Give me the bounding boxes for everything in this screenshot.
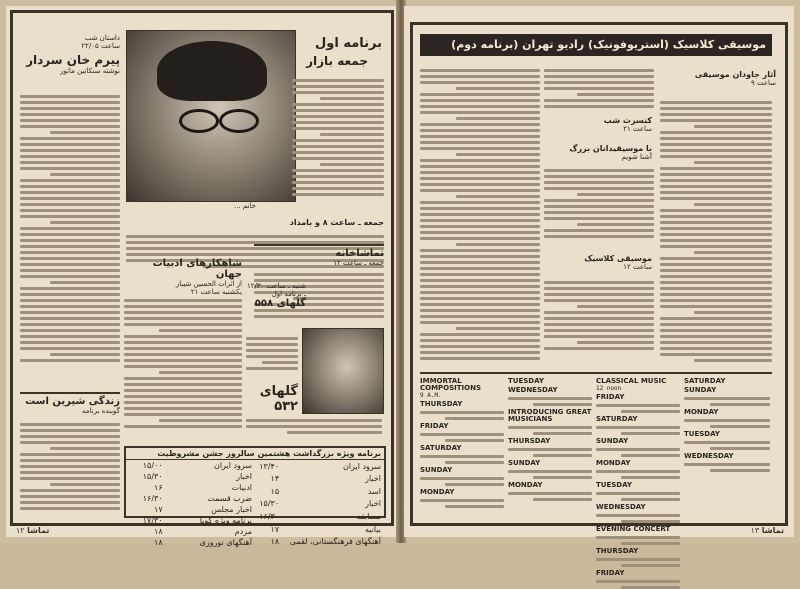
zendegi-sub: گوینده برنامه: [82, 407, 120, 415]
english-day-label: EVENING CONCERT: [596, 525, 671, 533]
english-day-label: SUNDAY: [508, 459, 541, 467]
schedule-time: ۱۷/۳۰: [142, 516, 163, 525]
schedule-row: [255, 498, 384, 511]
schedule-text: آهنگهای نوروزی: [199, 538, 252, 547]
schedule-text: آهنگهای فرهنگستانی، لقمی: [289, 537, 381, 547]
english-day-text: [420, 455, 504, 464]
english-day-label: THURSDAY: [508, 437, 551, 445]
schedule-text: اخبار: [365, 499, 381, 509]
schedule-time: ۱۳/۴۰: [259, 461, 280, 471]
singer-photo: [302, 328, 384, 414]
schedule-time: ۱۵/۳۰: [259, 499, 280, 509]
schedule-text: بیانیه: [364, 524, 381, 534]
english-day-label: THURSDAY: [596, 547, 639, 555]
english-day-text: [596, 580, 680, 589]
english-day-text: [596, 448, 680, 457]
glasses-right: [219, 109, 259, 133]
right-mag-name: تماشا: [761, 526, 784, 535]
section-1-time: ساعت ۹: [750, 79, 776, 87]
page-banner: موسیقی کلاسیک (استریوفونیک) رادیو تهران (برنامه دوم): [420, 34, 772, 56]
zendegi-box: [20, 392, 120, 415]
schedule-time: ۱۶/۳۰: [259, 512, 280, 522]
english-day-text: [684, 397, 770, 406]
golha558-title: گلهای ۵۵۸: [254, 298, 306, 309]
program-title: برنامه اول: [314, 36, 382, 51]
schedule-time: ۱۸: [154, 538, 163, 547]
schedule-row: [126, 537, 255, 548]
schedule-row: [126, 460, 255, 471]
schedule-time: ۱۶: [154, 483, 163, 492]
schedule-time: ۱۷: [270, 524, 280, 534]
schedule-time: ۱۶/۳۰: [142, 494, 163, 503]
english-day-label: MONDAY: [508, 481, 543, 489]
dastan-author: نوشته سنکاتین ماثور: [60, 67, 120, 75]
left-mag-name: تماشا: [27, 526, 50, 535]
schedule-text: مسابقه: [356, 512, 381, 522]
english-day-label: SUNDAY: [684, 386, 717, 394]
english-day-text: [508, 492, 592, 501]
persian-col-mid: [544, 166, 654, 250]
schedule-row: [126, 493, 255, 504]
english-day-text: [596, 470, 680, 479]
left-page-number: ۱۲: [16, 526, 25, 535]
golha558-box: [246, 282, 306, 309]
english-day-label: TUESDAY: [596, 481, 632, 489]
english-day-label: FRIDAY: [596, 569, 625, 577]
schedule-text: اسد: [367, 486, 381, 496]
english-day-label: FRIDAY: [420, 422, 449, 430]
schedule-text: اخبار: [236, 472, 252, 481]
english-day-label: MONDAY: [596, 459, 631, 467]
shahkar-title: شاهکارهای ادبیات جهان: [152, 258, 242, 280]
schedule-row: [126, 471, 255, 482]
schedule-row: [255, 460, 384, 473]
english-day-text: [420, 499, 504, 508]
english-day-label: WEDNESDAY: [508, 386, 558, 394]
english-day-text: [420, 433, 504, 442]
glasses-left: [179, 109, 219, 133]
persian-col-left: [420, 66, 540, 366]
english-day-label: SUNDAY: [596, 437, 629, 445]
schedule-row: [126, 515, 255, 526]
hair: [157, 41, 267, 101]
schedule-text: اخبار: [365, 474, 381, 484]
schedule-time: ۱۵: [270, 486, 280, 496]
english-day-text: [684, 463, 770, 472]
english-col-3: [596, 377, 680, 577]
schedule-box: [124, 446, 386, 547]
shahkar-box: [124, 258, 242, 296]
zendegi-text: [20, 420, 120, 512]
schedule-time: ۱۵/۰۰: [142, 461, 163, 470]
left-footer: [16, 526, 49, 535]
dastan-box: [20, 34, 120, 75]
section-3: [552, 144, 652, 161]
section-3-time: آشنا شویم: [621, 153, 652, 161]
schedule-table-right: [255, 460, 384, 548]
section-1-title: آثار جاودان موسیقی: [694, 70, 776, 79]
english-day-text: [596, 404, 680, 413]
english-col-1: [420, 378, 504, 512]
section-2: [552, 116, 652, 133]
schedule-row: [255, 535, 384, 548]
zendegi-title: زندگی شیرین است: [25, 396, 120, 407]
dastan-text: [20, 92, 120, 382]
schedule-row: [126, 526, 255, 537]
english-col-4-heading: SATURDAY: [684, 377, 726, 385]
right-footer: [751, 526, 784, 535]
english-day-label: SATURDAY: [420, 444, 462, 452]
english-day-text: [596, 492, 680, 501]
schedule-time: ۱۸: [270, 537, 280, 547]
english-day-label: FRIDAY: [596, 393, 625, 401]
golha532-desc: [246, 416, 382, 440]
section-1: [676, 70, 776, 87]
schedule-text: اخبار مجلس: [211, 505, 252, 514]
schedule-row: [255, 523, 384, 536]
english-day-label: INTRODUCING GREAT MUSICIANS: [508, 408, 592, 423]
schedule-text: سرود ایران: [342, 461, 381, 471]
english-day-text: [684, 419, 770, 428]
section-2-title: کنسرت شب: [603, 116, 652, 125]
english-day-label: WEDNESDAY: [596, 503, 646, 511]
schedule-text: مردم: [234, 527, 252, 536]
english-day-text: [596, 558, 680, 567]
photo-caption: خانم ...: [234, 202, 256, 210]
shahkar-text: [124, 296, 242, 446]
schedule-text: سرود ایران: [213, 461, 252, 470]
schedule-text: برنامه ویژه کوبا: [199, 516, 252, 525]
schedule-row: [255, 485, 384, 498]
english-day-label: THURSDAY: [420, 400, 463, 408]
dastan-title: پیرم خان سردار: [26, 53, 120, 67]
shahkar-author: از اثرات الحسین شیباز: [175, 280, 242, 288]
english-day-label: MONDAY: [684, 408, 719, 416]
schedule-text: ضرب قسمت: [207, 494, 252, 503]
english-day-label: MONDAY: [420, 488, 455, 496]
persian-col-right: [660, 98, 772, 366]
jomeh-text: [292, 76, 384, 236]
schedule-time: ۱۷: [154, 505, 163, 514]
golha558-time: شنبه ـ ساعت ۱۲/۳۰ ـ برنامه اول: [246, 282, 306, 298]
english-day-label: TUESDAY: [684, 430, 720, 438]
english-col-3-heading: CLASSICAL MUSIC: [596, 377, 667, 385]
schedule-row: [126, 482, 255, 493]
persian-col-mid-top: [544, 66, 654, 114]
schedule-table-left: [126, 460, 255, 548]
english-day-text: [508, 470, 592, 479]
section-3-title: با موسیقیدانان بزرگ: [569, 144, 652, 153]
english-col-2-heading: TUESDAY: [508, 377, 544, 385]
persian-col-mid-bottom: [544, 278, 654, 366]
golha532-title: گلهای ۵۳۲: [259, 384, 298, 414]
english-day-text: [420, 411, 504, 420]
program-subtitle: جمعه بازار: [306, 54, 368, 68]
schedule-row: [255, 473, 384, 486]
english-day-text: [508, 426, 592, 435]
tamashkhane-title: تماشاخانه: [335, 248, 384, 259]
english-col-2: [508, 378, 592, 512]
shahkar-time: یکشنبه ساعت ۲۱: [190, 288, 242, 296]
english-day-text: [508, 397, 592, 406]
left-page: [6, 6, 398, 547]
english-col-1-sub: 9 A.M.: [420, 392, 442, 399]
schedule-row: [255, 510, 384, 523]
dastan-time: ساعت ۲۲/۰۵: [81, 42, 120, 50]
tamashkhane-box: [254, 244, 384, 267]
right-page-number: ۱۳: [750, 526, 760, 535]
dastan-label: داستان شب: [84, 34, 120, 42]
english-day-text: [596, 426, 680, 435]
schedule-time: ۱۸: [154, 527, 163, 536]
section-4: [552, 254, 652, 271]
section-2-time: ساعت ۲۱: [623, 125, 652, 133]
english-day-text: [420, 477, 504, 486]
portrait-photo: [126, 30, 296, 202]
golha532-text: [246, 334, 298, 384]
right-page: [404, 6, 794, 577]
english-day-text: [596, 536, 680, 545]
english-day-label: SUNDAY: [420, 466, 453, 474]
section-4-title: موسیقی کلاسیک: [584, 254, 652, 263]
schedule-time: ۱۴: [270, 474, 280, 484]
schedule-time: ۱۵/۳۰: [142, 472, 163, 481]
english-day-text: [596, 514, 680, 523]
section-4-time: ساعت ۱۲: [623, 263, 652, 271]
english-day-label: WEDNESDAY: [684, 452, 734, 460]
tamashkhane-time: جمعه ـ ساعت ۱۲: [333, 259, 384, 267]
english-col-4: [684, 378, 770, 512]
english-col-1-heading: IMMORTAL COMPOSITIONS: [420, 377, 482, 392]
schedule-row: [126, 504, 255, 515]
schedule-title: برنامه ویژه بزرگداشت هشتمین سالروز جشن مشروطیت: [126, 448, 384, 460]
english-day-label: SATURDAY: [596, 415, 638, 423]
english-day-text: [684, 441, 770, 450]
schedule-text: ادبیات: [231, 483, 252, 492]
english-col-3-sub: 12 noon: [596, 385, 622, 392]
english-day-text: [508, 448, 592, 457]
jomeh-time: جمعه ـ ساعت ۸ و بامداد: [289, 218, 384, 227]
